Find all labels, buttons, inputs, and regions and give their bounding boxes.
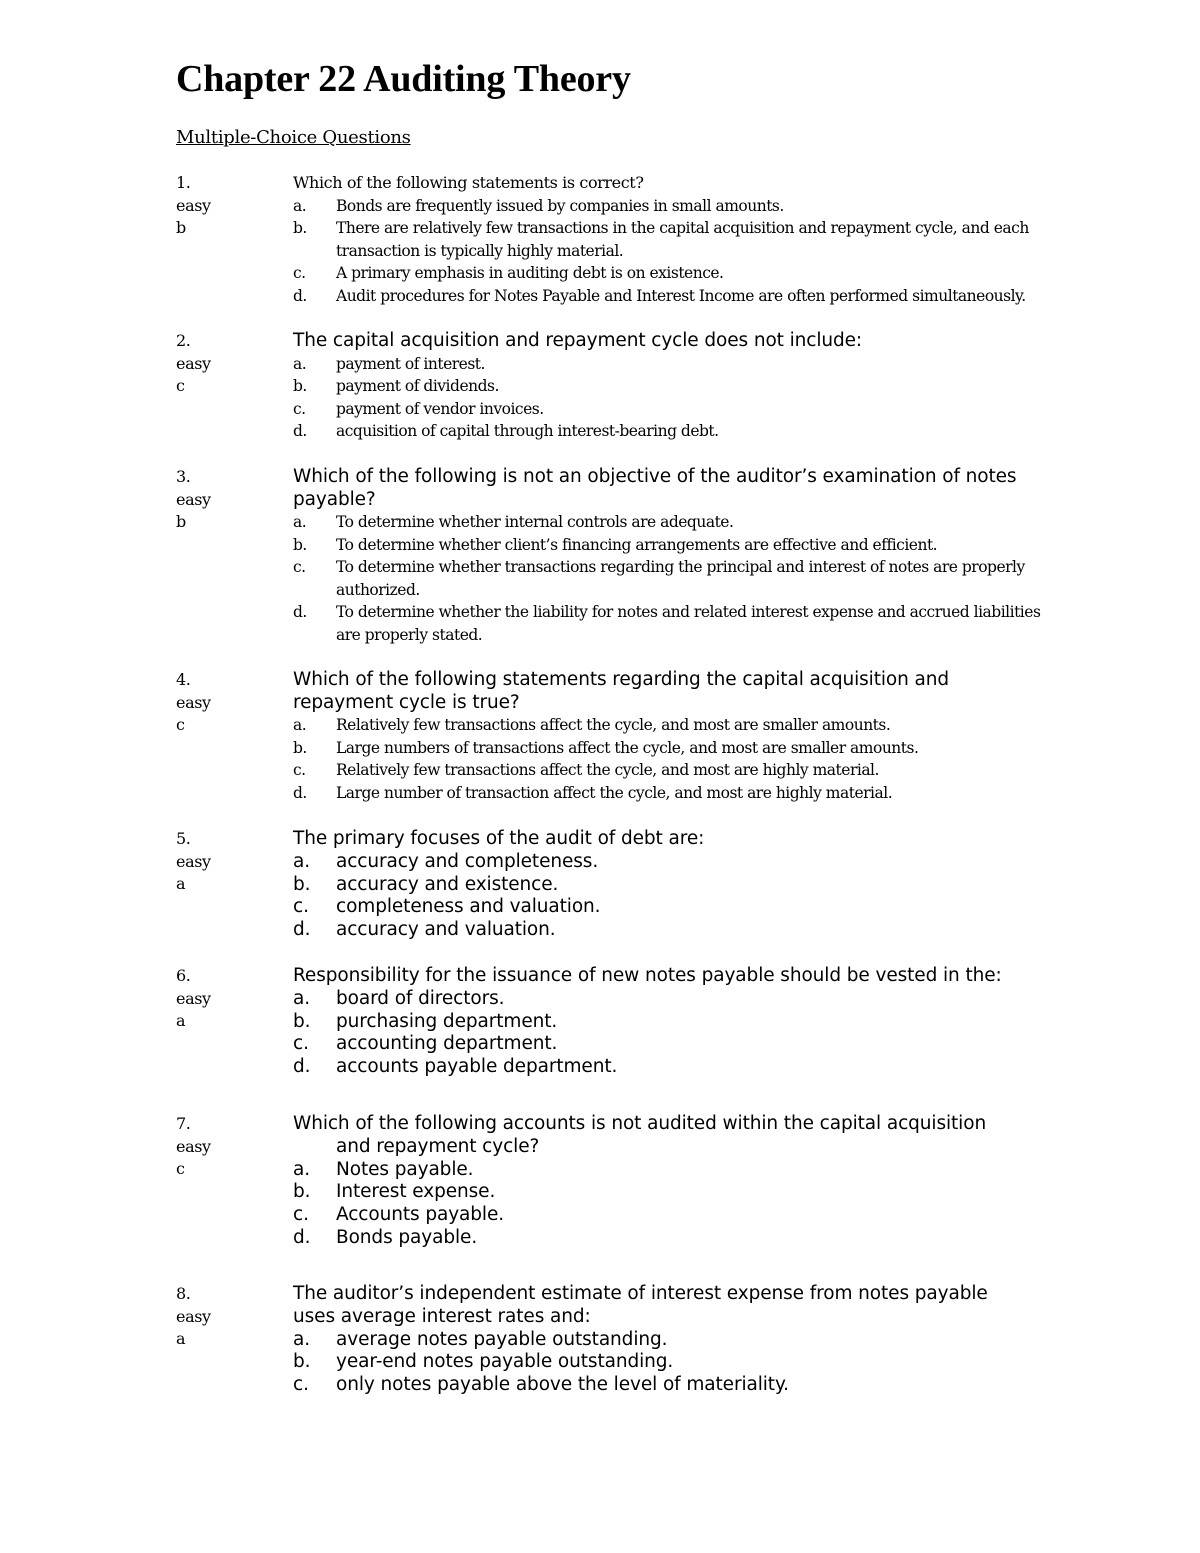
question-stem: Which of the following accounts is not audited within the capital acquisition — [293, 1113, 987, 1134]
option-letter: c. — [293, 1033, 309, 1055]
option-c — [293, 1374, 1093, 1397]
question-body — [293, 172, 1093, 307]
option-a — [293, 511, 1093, 534]
option-text: Notes payable. — [336, 1158, 474, 1180]
option-text: Bonds payable. — [336, 1226, 478, 1248]
option-text: Large numbers of transactions affect the cycle, and most are smaller amounts. — [336, 738, 919, 757]
option-text: Accounts payable. — [336, 1204, 505, 1226]
option-text: payment of dividends. — [336, 377, 499, 395]
option-text: acquisition of capital through interest-bearing debt. — [336, 422, 719, 440]
option-c — [293, 1033, 1093, 1056]
question-meta — [176, 1283, 276, 1351]
question-body — [293, 669, 1093, 804]
question-number: 5. — [176, 829, 191, 848]
question-stem: Which of the following statements regarding the capital acquisition and — [293, 669, 950, 690]
option-a — [293, 1159, 1093, 1182]
answer-key: c — [176, 715, 185, 734]
question-meta — [176, 1113, 276, 1181]
option-letter: a. — [293, 196, 307, 215]
option-text: Large number of transaction affect the cycle, and most are highly material. — [336, 783, 893, 802]
question-number: 4. — [176, 670, 191, 689]
option-letter: a. — [293, 354, 307, 373]
option-text: payment of interest. — [336, 354, 485, 373]
option-text: accounts payable department. — [336, 1056, 618, 1078]
option-d — [293, 782, 1093, 805]
question-body — [293, 466, 1093, 646]
option-a — [293, 353, 1093, 376]
option-letter: a. — [293, 716, 307, 734]
option-letter: d. — [293, 286, 307, 305]
option-text: Audit procedures for Notes Payable and Interest Income are often performed simultaneously. — [336, 286, 1026, 305]
option-b — [293, 874, 1093, 897]
option-letter: b. — [293, 377, 307, 395]
option-text: payment of vendor invoices. — [336, 399, 544, 418]
question-meta — [176, 828, 276, 896]
option-text: year-end notes payable outstanding. — [336, 1351, 674, 1373]
question-number: 3. — [176, 467, 191, 486]
difficulty-label: easy — [176, 1306, 211, 1326]
difficulty-label: easy — [176, 988, 211, 1008]
option-d — [293, 420, 1093, 443]
question-meta — [176, 330, 276, 398]
option-letter: a. — [293, 1158, 311, 1180]
question-meta — [176, 172, 276, 240]
option-text-continued: transaction is typically highly material. — [336, 241, 624, 260]
difficulty-label: easy — [176, 489, 211, 509]
option-letter: c. — [293, 896, 309, 918]
option-letter: a. — [293, 1328, 311, 1350]
option-letter: c. — [293, 558, 306, 576]
option-letter: b. — [293, 873, 311, 895]
option-text: accuracy and completeness. — [336, 850, 599, 872]
question-stem-continued: repayment cycle is true? — [293, 691, 520, 713]
option-text: A primary emphasis in auditing debt is on existence. — [336, 264, 724, 282]
question-stem: The primary focuses of the audit of debt are: — [293, 828, 705, 849]
option-a — [293, 714, 1093, 737]
question-body — [293, 1113, 1093, 1250]
question-body — [293, 965, 1093, 1079]
option-letter: c. — [293, 264, 306, 282]
question-stem-continued: payable? — [293, 488, 376, 510]
answer-key: c — [176, 1159, 185, 1178]
option-b — [293, 1351, 1093, 1374]
difficulty-label: easy — [176, 1136, 211, 1156]
option-letter: a. — [293, 513, 307, 531]
option-letter: b. — [293, 1181, 311, 1203]
option-letter: d. — [293, 603, 307, 621]
question-body — [293, 1283, 1093, 1397]
answer-key: b — [176, 512, 186, 531]
option-text: accuracy and valuation. — [336, 919, 556, 941]
option-letter: c. — [293, 761, 306, 779]
option-letter: b. — [293, 219, 307, 237]
question-number: 7. — [176, 1114, 191, 1133]
option-letter: a. — [293, 850, 311, 872]
question-meta — [176, 466, 276, 534]
option-letter: b. — [293, 1010, 311, 1032]
option-c — [293, 896, 1093, 919]
option-d — [293, 1056, 1093, 1079]
option-letter: d. — [293, 919, 311, 941]
option-letter: d. — [293, 783, 307, 802]
option-a — [293, 988, 1093, 1011]
option-letter: d. — [293, 422, 307, 440]
option-d — [293, 285, 1093, 308]
option-d — [293, 601, 1093, 646]
option-text-continued: are properly stated. — [336, 625, 483, 644]
option-text: To determine whether internal controls are adequate. — [336, 513, 734, 531]
option-letter: d. — [293, 1226, 311, 1248]
question-stem: The auditor’s independent estimate of interest expense from notes payable — [293, 1283, 988, 1304]
option-letter: b. — [293, 535, 307, 554]
question-stem-continued: and repayment cycle? — [336, 1135, 540, 1157]
option-text: completeness and valuation. — [336, 896, 601, 918]
option-c — [293, 262, 1093, 285]
option-text: To determine whether transactions regarding the principal and interest of notes are properly — [336, 558, 1025, 576]
answer-key: a — [176, 1329, 186, 1348]
option-b — [293, 1181, 1093, 1204]
option-text: only notes payable above the level of materiality. — [336, 1374, 789, 1396]
option-a — [293, 851, 1093, 874]
option-text: accounting department. — [336, 1033, 558, 1055]
question-body — [293, 828, 1093, 942]
answer-key: a — [176, 1011, 186, 1030]
option-c — [293, 1204, 1093, 1227]
question-stem-continued: uses average interest rates and: — [293, 1305, 591, 1327]
option-letter: c. — [293, 399, 306, 418]
option-a — [293, 195, 1093, 218]
option-text: There are relatively few transactions in the capital acquisition and repayment cycle, and each — [336, 219, 1029, 237]
option-text: Relatively few transactions affect the cycle, and most are smaller amounts. — [336, 716, 891, 734]
question-meta — [176, 669, 276, 737]
answer-key: a — [176, 874, 186, 893]
option-letter: d. — [293, 1056, 311, 1078]
answer-key: b — [176, 218, 186, 237]
option-a — [293, 1329, 1093, 1352]
option-text: accuracy and existence. — [336, 873, 559, 895]
option-text: To determine whether the liability for notes and related interest expense and accrued liabilities — [336, 603, 1041, 621]
question-number: 2. — [176, 331, 191, 350]
option-d — [293, 1227, 1093, 1250]
option-letter: b. — [293, 1351, 311, 1373]
option-letter: a. — [293, 987, 311, 1009]
option-c — [293, 556, 1093, 601]
page-title: Chapter 22 Auditing Theory — [176, 58, 631, 100]
option-b — [293, 1011, 1093, 1034]
difficulty-label: easy — [176, 353, 211, 373]
option-b — [293, 534, 1093, 557]
option-text: board of directors. — [336, 987, 505, 1009]
difficulty-label: easy — [176, 692, 211, 712]
option-text: Relatively few transactions affect the cycle, and most are highly material. — [336, 761, 879, 779]
option-d — [293, 919, 1093, 942]
question-stem: Responsibility for the issuance of new notes payable should be vested in the: — [293, 965, 1002, 986]
option-b — [293, 217, 1093, 262]
question-stem: Which of the following is not an objective of the auditor’s examination of notes — [293, 466, 1017, 487]
question-number: 8. — [176, 1284, 191, 1303]
option-letter: c. — [293, 1374, 309, 1396]
difficulty-label: easy — [176, 851, 211, 871]
option-b — [293, 375, 1093, 398]
option-text: To determine whether client’s financing arrangements are effective and efficient. — [336, 535, 938, 554]
answer-key: c — [176, 376, 185, 395]
option-text-continued: authorized. — [336, 580, 420, 599]
question-stem: The capital acquisition and repayment cycle does not include: — [293, 330, 863, 351]
option-c — [293, 398, 1093, 421]
option-letter: c. — [293, 1204, 309, 1226]
option-b — [293, 737, 1093, 760]
option-letter: b. — [293, 738, 307, 757]
question-number: 1. — [176, 173, 191, 192]
question-body — [293, 330, 1093, 443]
question-meta — [176, 965, 276, 1033]
option-text: Interest expense. — [336, 1181, 496, 1203]
section-heading: Multiple-Choice Questions — [176, 127, 411, 148]
option-text: average notes payable outstanding. — [336, 1328, 668, 1350]
difficulty-label: easy — [176, 195, 211, 215]
option-text: purchasing department. — [336, 1010, 558, 1032]
question-stem: Which of the following statements is correct? — [293, 173, 644, 192]
option-text: Bonds are frequently issued by companies in small amounts. — [336, 196, 784, 215]
question-number: 6. — [176, 966, 191, 985]
option-c — [293, 759, 1093, 782]
